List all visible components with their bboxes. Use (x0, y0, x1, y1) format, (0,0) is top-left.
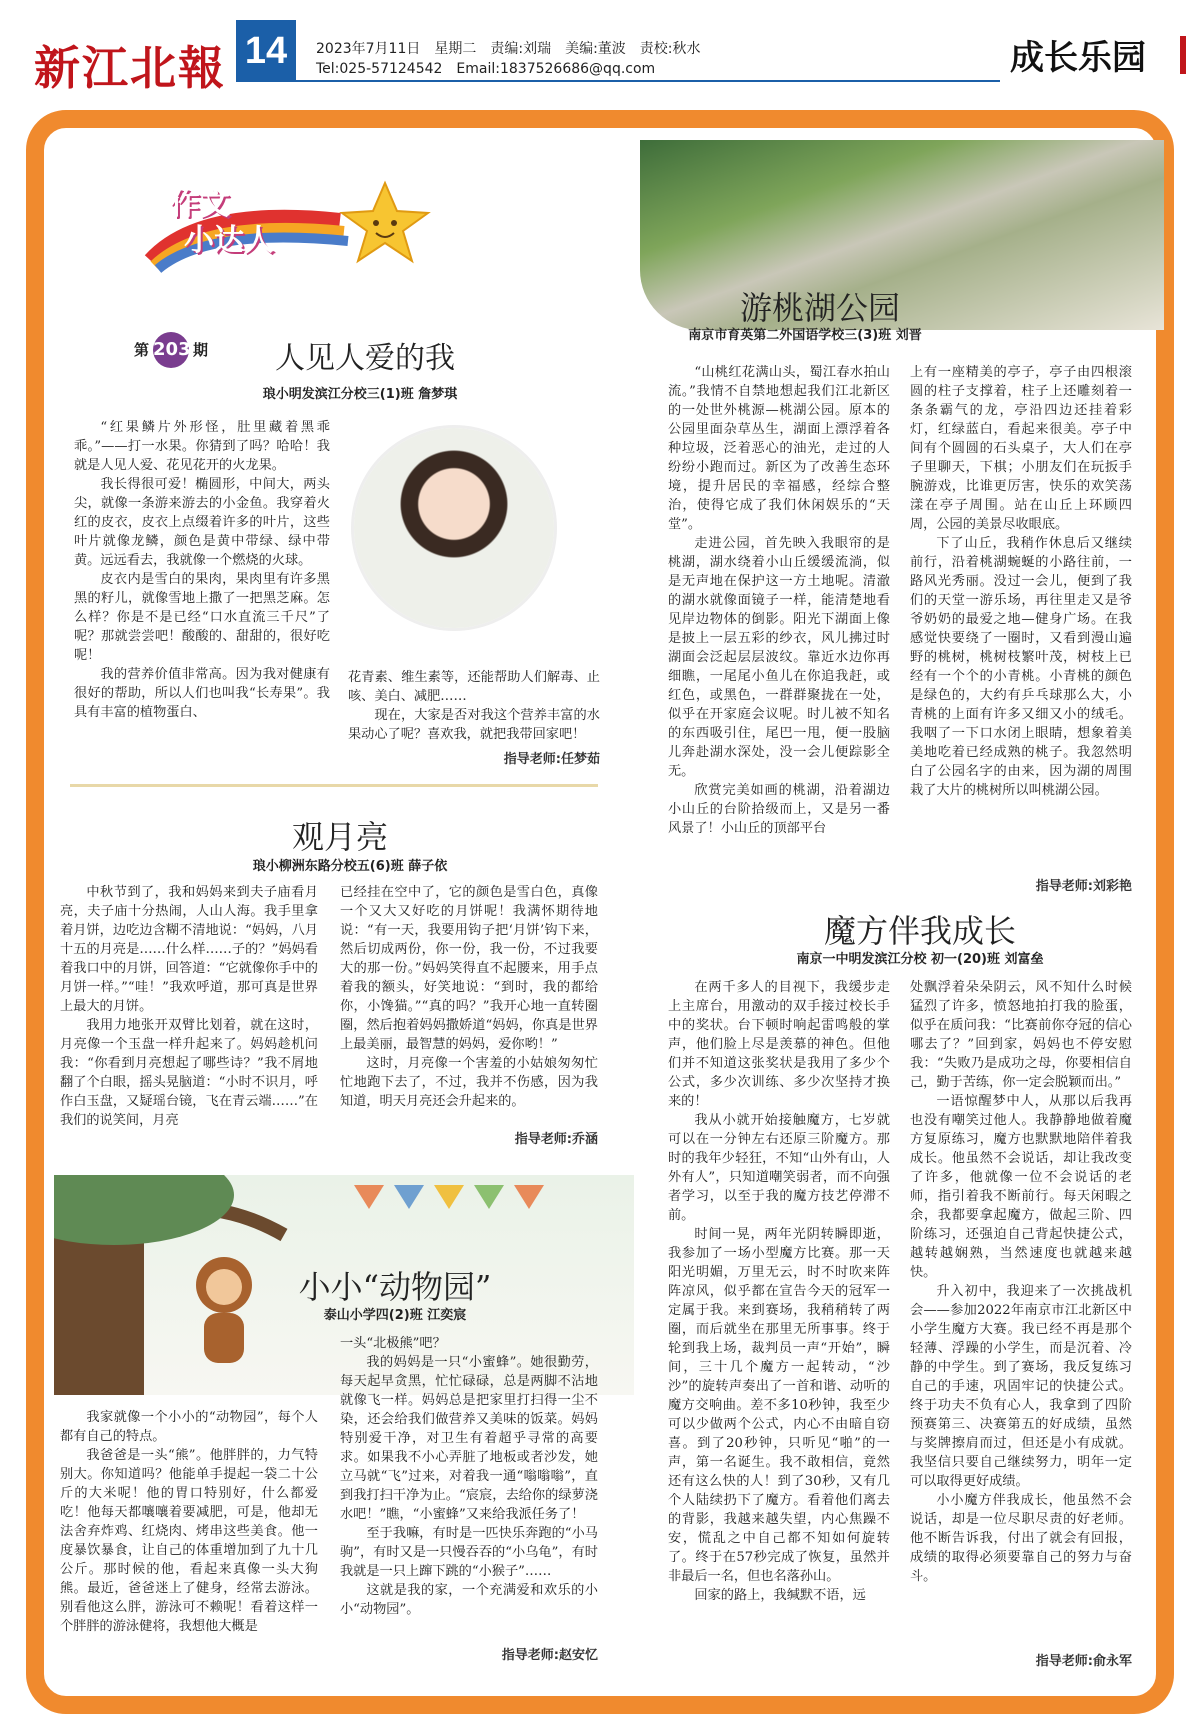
issue-prefix: 第 (134, 341, 150, 359)
teacher-credit: 指导老师:任梦茹 (503, 752, 600, 767)
column-name-line1: 作文 (170, 187, 230, 222)
paragraph: 至于我嘛，有时是一匹快乐奔跑的“小马驹”，有时又是一只慢吞吞的“小乌龟”，有时我就是一只上蹿下跳的“小猴子”…… (340, 1526, 598, 1579)
author-photo (354, 428, 554, 628)
section-title: 成长乐园 (1010, 38, 1146, 78)
article-title: 人见人爱的我 (275, 341, 455, 376)
article-title: 游桃湖公园 (739, 289, 900, 327)
paragraph: 处飘浮着朵朵阴云，风不知什么时候猛烈了许多，愤怒地拍打我的脸蛋，似乎在质问我：“比赛前你夺冠的信心哪去了？”回到家，妈妈也不停安慰我：“失败乃是成功之母，你要相信自己，勤于苦练，你一定会脱颖而出。” (910, 980, 1132, 1090)
paragraph: 时间一晃，两年光阴转瞬即逝，我参加了一场小型魔方比赛。那一天阳光明媚，万里无云，时不时吹来阵阵凉风，似乎都在宣告今天的冠军一定属于我。来到赛场，我稍稍转了两圈，而后就坐在那里无所事事。终于轮到我上场，裁判员一声“开始”，瞬间，三十几个魔方一起转动，“沙沙”的旋转声奏出了一首和谐、动听的魔方交响曲。差不多10秒钟，我至少可以少做两个公式，内心不由暗自窃喜。到了20秒钟，只听见“啪”的一声，第一名诞生。我不敢相信，竟然还有这么快的人！到了30秒，又有几个人陆续扔下了魔方。看着他们离去的背影，我越来越失望，内心焦躁不安，慌乱之中自己都不知如何旋转了。终于在57秒完成了恢复，虽然并非最后一名，但也名落孙山。 (668, 1227, 890, 1584)
column-name-line2: 小达人 (184, 223, 274, 258)
editor-line: 2023年7月11日 星期二 责编:刘瑞 美编:董波 责校:秋水 (316, 41, 701, 57)
issue-suffix: 期 (193, 341, 209, 359)
issue-badge (134, 332, 208, 368)
paragraph: 皮衣内是雪白的果肉，果肉里有许多黑黑的籽儿，就像雪地上撒了一把黑芝麻。怎么样？你是不是已经“口水直流三千尺”了呢？那就尝尝吧！酸酸的、甜甜的，很好吃呢！ (74, 572, 330, 663)
article-title: 观月亮 (291, 818, 388, 856)
paragraph: 我家就像一个小小的“动物园”，每个人都有自己的特点。 (60, 1410, 318, 1444)
paragraph: 我用力地张开双臂比划着，就在这时，月亮像一个玉盘一样升起来了。妈妈趁机问我：“你看到月亮想起了哪些诗？”我不屑地翻了个白眼，摇头晃脑道：“小时不识月，呼作白玉盘，又疑瑶台镜，飞在青云端……”在我们的说笑间，月亮 (60, 1018, 318, 1128)
newspaper-logo: 新江北報 (34, 41, 226, 95)
paragraph: 在两千多人的目视下，我缓步走上主席台，用激动的双手接过校长手中的奖状。台下顿时响起雷鸣般的掌声，他们脸上尽是羡慕的神色。但他们并不知道这张奖状是我用了多少个公式，多少次训练、多少次坚持才换来的！ (668, 980, 890, 1109)
article-byline: 琅小明发滨江分校三(1)班 詹梦琪 (262, 387, 458, 402)
column-banner (140, 165, 460, 275)
paragraph: 回家的路上，我缄默不语，远 (694, 1588, 866, 1603)
paragraph: 我的营养价值非常高。因为我对健康有很好的帮助，所以人们也叫我“长寿果”。我具有丰富的植物蛋白、 (74, 667, 330, 720)
paragraph: 升入初中，我迎来了一次挑战机会——参加2022年南京市江北新区中小学生魔方大赛。我已经不再是那个轻薄、浮躁的小学生，而是沉着、冷静的中学生。到了赛场，我反复练习自己的手速，巩固牢记的快捷公式。终于功夫不负有心人，我拿到了四阶预赛第三、决赛第五的好成绩，虽然与奖牌擦肩而过，但还是小有成就。我坚信只要自己继续努力，明年一定可以取得更好成绩。 (910, 1284, 1132, 1489)
paragraph: 一语惊醒梦中人，从那以后我再也没有嘲笑过他人。我静静地做着魔方复原练习，魔方也默默地陪伴着我成长。他虽然不会说话，却让我改变了许多，他就像一位不会说话的老师，指引着我不断前行。每天闲暇之余，我都要拿起魔方，做起三阶、四阶练习，还强迫自己背起快捷公式，越转越娴熟，当然速度也就越来越快。 (910, 1094, 1132, 1280)
article-body-col1 (668, 363, 890, 838)
paragraph: 花青素、维生素等，还能帮助人们解毒、止咳、美白、减肥…… (348, 670, 600, 704)
paragraph: 已经挂在空中了，它的颜色是雪白色，真像一个又大又好吃的月饼呢！我满怀期待地说：“有一天，我要用钩子把‘月饼’钩下来，然后切成两份，你一份，我一份，不过我要大的那一份。”妈妈笑得直不起腰来，用手点着我的额头，好笑地说：“到时，我的都给你，小馋猫。”“真的吗？”我开心地一直转圈圈，然后抱着妈妈撒娇道“妈妈，你真是世界上最美丽，最智慧的妈妈，爱你哟！” (340, 885, 598, 1052)
paragraph: 欣赏完美如画的桃湖，沿着湖边小山丘的台阶拾级而上，又是另一番风景了！小山丘的顶部平台 (668, 783, 890, 836)
article-body-col1 (668, 978, 890, 1605)
article-body-col2 (348, 668, 600, 744)
article-byline: 南京市育英第二外国语学校三(3)班 刘晋 (688, 328, 922, 343)
teacher-credit: 指导老师:乔涵 (514, 1132, 598, 1147)
paragraph: 上有一座精美的亭子，亭子由四根滚圆的柱子支撑着，柱子上还雕刻着一条条霸气的龙，亭沿四边还挂着彩灯，红绿蓝白，看起来很美。亭子中间有个圆圆的石头桌子，大人们在亭子里聊天，下棋；小朋友们在玩扳手腕游戏，比谁更厉害，快乐的欢笑荡漾在亭子周围。站在山丘上环顾四周，公园的美景尽收眼底。 (910, 365, 1132, 532)
page-number: 14 (236, 20, 296, 82)
paragraph: 一头“北极熊”吧？ (340, 1336, 446, 1351)
paragraph: 这就是我的家，一个充满爱和欢乐的小小“动物园”。 (340, 1583, 598, 1617)
masthead (0, 0, 1200, 96)
article-body-col2 (910, 978, 1132, 1586)
teacher-credit: 指导老师:刘彩艳 (1035, 879, 1132, 894)
paragraph: 现在，大家是否对我这个营养丰富的水果动心了呢？喜欢我，就把我带回家吧！ (348, 708, 600, 742)
paragraph: 这时，月亮像一个害羞的小姑娘匆匆忙忙地跑下去了，不过，我并不伤感，因为我知道，明天月亮还会升起来的。 (340, 1056, 598, 1109)
article-body-col2 (340, 1334, 598, 1619)
issue-number: 203 (153, 332, 189, 368)
paragraph: 我长得很可爱！椭圆形，中间大，两头尖，就像一条游来游去的小金鱼。我穿着火红的皮衣，皮衣上点缀着许多的叶片，这些叶片就像龙鳞，颜色是黄中带绿、绿中带黄。远远看去，我就像一个燃烧的火球。 (74, 477, 330, 568)
article-title: 小小“动物园” (298, 1268, 492, 1306)
paragraph: 中秋节到了，我和妈妈来到夫子庙看月亮，夫子庙十分热闹，人山人海。我手里拿着月饼，边吃边含糊不清地说：“妈妈，八月十五的月亮是……什么样……子的？”妈妈看着我口中的月饼，回答道：“它就像你手中的月饼一样。”“哇！”我欢呼道，那可真是世界上最大的月饼。 (60, 885, 318, 1014)
paragraph: 走进公园，首先映入我眼帘的是桃湖，湖水绕着小山丘缓缓流淌，似是无声地在保护这一方土地呢。清澈的湖水就像面镜子一样，能清楚地看见岸边物体的倒影。阳光下湖面上像是披上一层五彩的纱衣，风儿拂过时湖面会泛起层层波纹。靠近水边你再细瞧，一尾尾小鱼儿在你追我赶，或红色，或黑色，一群群聚拢在一处，似乎在开家庭会议呢。时儿被不知名的东西吸引住，尾巴一甩，便一股脑儿奔赴湖水深处，没一会儿便踪影全无。 (668, 536, 890, 779)
article-body-col1 (60, 883, 318, 1130)
article-byline: 南京一中明发滨江分校 初一(20)班 刘富垒 (796, 952, 1044, 967)
article-byline: 泰山小学四(2)班 江奕宸 (323, 1308, 467, 1323)
paragraph: 我爸爸是一头“熊”。他胖胖的，力气特别大。你知道吗？他能单手提起一袋二十公斤的大米呢！他的胃口特别好，什么都爱吃！他每天都嚷嚷着要减肥，可是，他却无法舍弃炸鸡、红烧肉、烤串这些美食。他一度暴饮暴食，让自己的体重增加到了九十几公斤。那时候的他，看起来真像一头大狗熊。最近，爸爸迷上了健身，经常去游泳。别看他这么胖，游泳可不赖呢！看着这样一个胖胖的游泳健将，我想他大概是 (60, 1448, 318, 1634)
paragraph: 我的妈妈是一只“小蜜蜂”。她很勤劳，每天起早贪黑，忙忙碌碌，总是两脚不沾地就像飞一样。妈妈总是把家里打扫得一尘不染，还会给我们做营养又美味的饭菜。妈妈特别爱干净，对卫生有着超乎寻常的高要求。如果我不小心弄脏了地板或者沙发，她立马就“飞”过来，对着我一通“嗡嗡嗡”，直到我打扫干净为止。“宸宸，去给你的绿萝浇水吧！”瞧，“小蜜蜂”又来给我派任务了！ (340, 1355, 598, 1522)
paragraph: 我从小就开始接触魔方，七岁就可以在一分钟左右还原三阶魔方。那时的我年少轻狂，不知“山外有山，人外有人”，只知道嘲笑弱者，而不向强者学习，以至于我的魔方技艺停滞不前。 (668, 1113, 890, 1223)
article-body-col2 (910, 363, 1132, 800)
paragraph: “红果鳞片外形怪，肚里藏着黑乖乖。”——打一水果。你猜到了吗？哈哈！我就是人见人爱、花见花开的火龙果。 (74, 420, 330, 473)
article-body-col2 (340, 883, 598, 1111)
article-byline: 琅小柳洲东路分校五(6)班 薛子依 (252, 859, 448, 874)
section-accent-bar (1180, 36, 1186, 74)
contact-line: Tel:025-57124542 Email:1837526686@qq.com (316, 61, 656, 77)
paragraph: “山桃红花满山头，蜀江春水拍山流。”我情不自禁地想起我们江北新区的一处世外桃源—桃湖公园。原本的公园里面杂草丛生，湖面上漂浮着各种垃圾，泛着恶心的油光，走过的人纷纷小跑而过。新区为了改善生态环境，提升居民的幸福感，经综合整治，使得它成了我们休闲娱乐的“天堂”。 (668, 365, 890, 532)
paragraph: 小小魔方伴我成长，他虽然不会说话，却是一位尽职尽责的好老师。他不断告诉我，付出了就会有回报，成绩的取得必须要靠自己的努力与奋斗。 (910, 1493, 1132, 1584)
article-body-col1 (60, 1408, 318, 1636)
article-title: 魔方伴我成长 (823, 912, 1016, 950)
teacher-credit: 指导老师:赵安忆 (501, 1648, 598, 1663)
paragraph: 下了山丘，我稍作休息后又继续前行，沿着桃湖蜿蜒的小路往前，一路风光秀丽。没过一会儿，便到了我们的天堂一游乐场，再往里走又是爷爷奶奶的最爱之地—健身广场。在我感觉快要绕了一圈时，又看到漫山遍野的桃树，桃树枝繁叶茂，树枝上已经有一个个的小青桃。小青桃的颜色是绿色的，大约有乒乓球那么大，小青桃的上面有许多又细又小的绒毛。我咽了一下口水闭上眼睛，想象着美美地吃着已经成熟的桃子。我忽然明白了公园名字的由来，因为湖的周围栽了大片的桃树所以叫桃湖公园。 (910, 536, 1132, 798)
header-rule (296, 80, 1000, 82)
divider (70, 784, 598, 787)
article-body-col1 (74, 418, 330, 722)
teacher-credit: 指导老师:俞永军 (1035, 1654, 1132, 1669)
